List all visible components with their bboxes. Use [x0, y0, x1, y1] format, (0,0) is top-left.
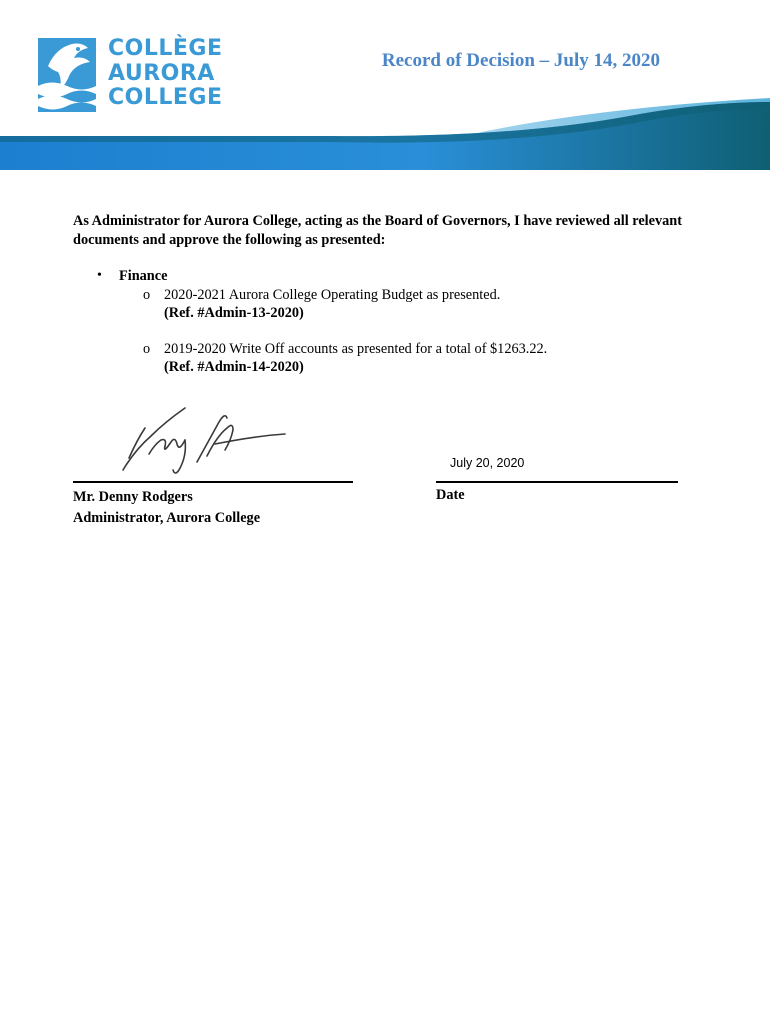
date-line: [436, 481, 678, 483]
header-swoosh-banner: [0, 92, 770, 170]
logo-line-3: COLLEGE: [108, 85, 223, 110]
signatory-title: Administrator, Aurora College: [73, 510, 261, 526]
sub-bullet-marker: o: [143, 287, 151, 303]
signatory-name: Mr. Denny Rodgers: [73, 489, 193, 505]
date-label: Date: [436, 487, 465, 503]
logo-line-1: COLLÈGE: [108, 36, 223, 61]
decision-item-text: 2019-2020 Write Off accounts as presented for a total of $1263.22.: [164, 341, 548, 357]
signatory-block: [73, 487, 260, 529]
decision-item-text: 2020-2021 Aurora College Operating Budget as presented.: [164, 287, 501, 303]
decision-item-ref: (Ref. #Admin-13-2020): [164, 305, 304, 321]
decision-item-ref: (Ref. #Admin-14-2020): [164, 359, 304, 375]
section-label-finance: Finance: [119, 268, 168, 284]
bullet-marker: •: [97, 268, 102, 283]
logo-line-2: AURORA: [108, 60, 215, 86]
document-title: Record of Decision – July 14, 2020: [381, 50, 660, 71]
signature-line: [73, 481, 353, 483]
intro-statement: As Administrator for Aurora College, acting as the Board of Governors, I have reviewed all relevant documents and approve the following as presented:: [73, 213, 683, 248]
signed-date: July 20, 2020: [450, 456, 525, 470]
sub-bullet-marker: o: [143, 341, 151, 357]
handwritten-signature: [115, 400, 295, 480]
